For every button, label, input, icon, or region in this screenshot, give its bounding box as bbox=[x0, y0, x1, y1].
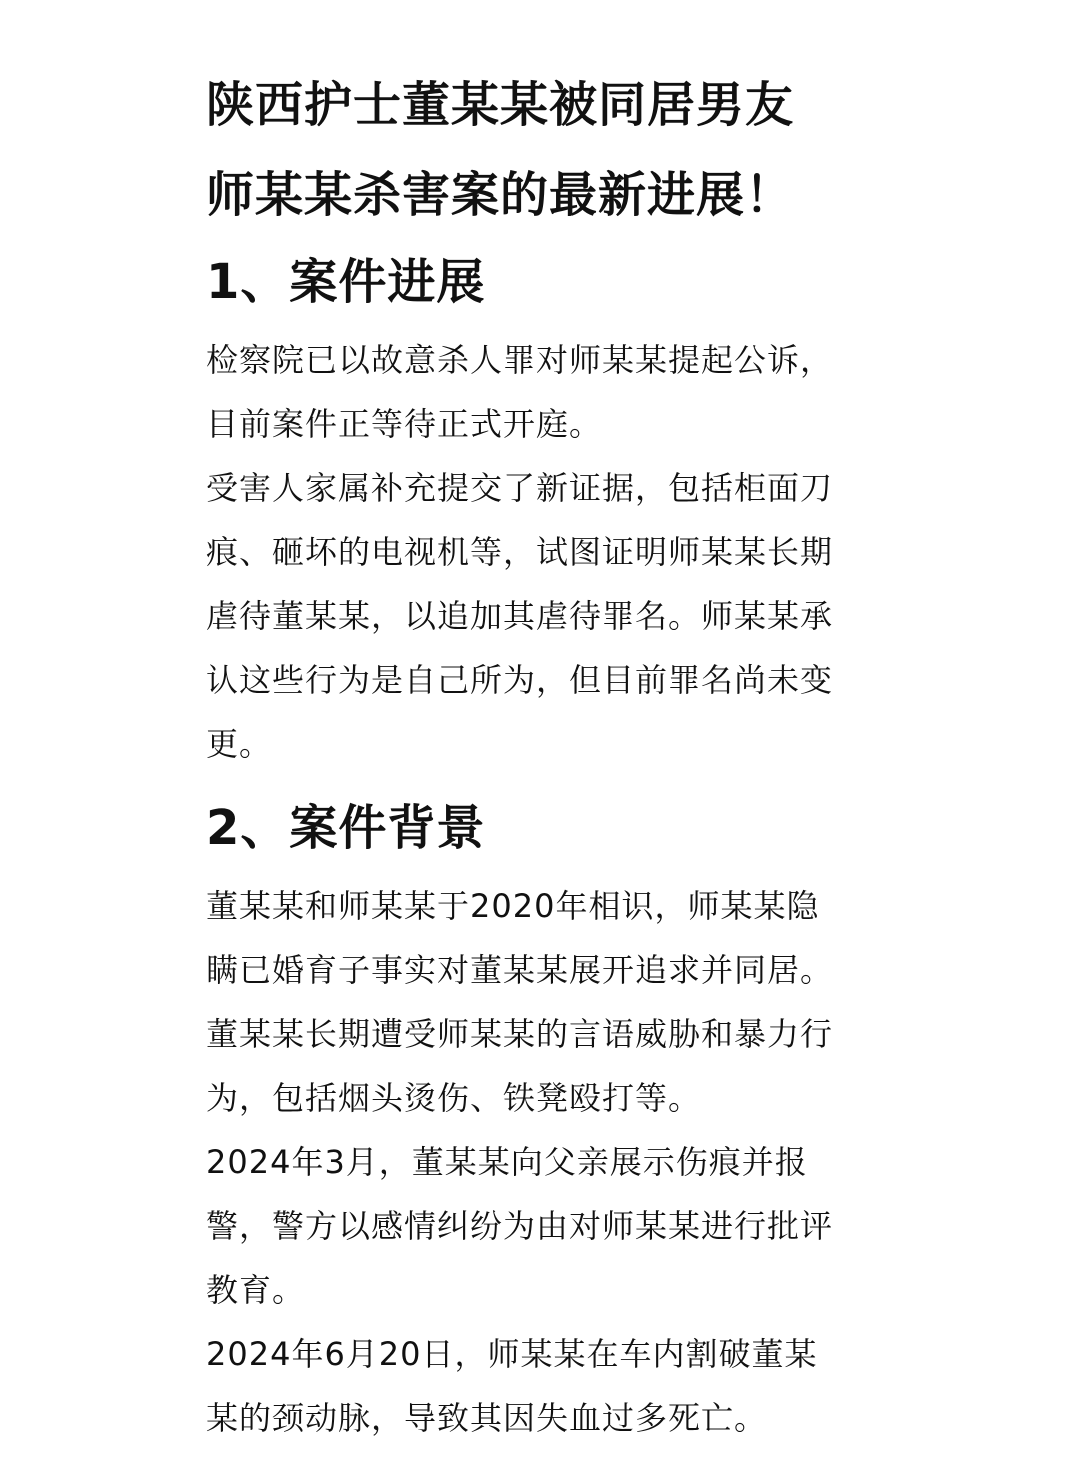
text-line: 认这些行为是自己所为，但目前罪名尚未变 bbox=[206, 661, 834, 699]
text-line: 董某某和师某某于2020年相识，师某某隐 bbox=[206, 887, 820, 925]
article-title bbox=[206, 60, 886, 240]
text-line: 2024年3月，董某某向父亲展示伤痕并报 bbox=[206, 1143, 808, 1181]
text-line: 痕、砸坏的电视机等，试图证明师某某长期 bbox=[206, 533, 834, 571]
text-line: 教育。 bbox=[206, 1271, 306, 1309]
paragraph bbox=[206, 1002, 886, 1130]
paragraph bbox=[206, 1130, 886, 1322]
section-heading: 2、案件背景 bbox=[206, 800, 486, 856]
text-line: 董某某长期遭受师某某的言语威胁和暴力行 bbox=[206, 1015, 834, 1053]
text-line: 更。 bbox=[206, 725, 273, 763]
text-line: 瞒已婚育子事实对董某某展开追求并同居。 bbox=[206, 951, 834, 989]
paragraph bbox=[206, 328, 886, 456]
text-line: 受害人家属补充提交了新证据，包括柜面刀 bbox=[206, 469, 834, 507]
section-heading: 1、案件进展 bbox=[206, 254, 486, 310]
section-case-background bbox=[206, 792, 886, 1450]
paragraph bbox=[206, 874, 886, 1002]
text-line: 某的颈动脉，导致其因失血过多死亡。 bbox=[206, 1399, 768, 1437]
title-line: 陕西护士董某某被同居男友 bbox=[206, 77, 795, 133]
text-line: 2024年6月20日，师某某在车内割破董某 bbox=[206, 1335, 818, 1373]
paragraph bbox=[206, 456, 886, 776]
paragraph bbox=[206, 1322, 886, 1450]
text-line: 检察院已以故意杀人罪对师某某提起公诉， bbox=[206, 341, 834, 379]
text-line: 为，包括烟头烫伤、铁凳殴打等。 bbox=[206, 1079, 702, 1117]
article bbox=[206, 60, 886, 1450]
text-line: 目前案件正等待正式开庭。 bbox=[206, 405, 603, 443]
text-line: 警，警方以感情纠纷为由对师某某进行批评 bbox=[206, 1207, 834, 1245]
text-line: 虐待董某某，以追加其虐待罪名。师某某承 bbox=[206, 597, 834, 635]
title-line: 师某某杀害案的最新进展！ bbox=[206, 167, 795, 223]
section-case-progress bbox=[206, 246, 886, 776]
